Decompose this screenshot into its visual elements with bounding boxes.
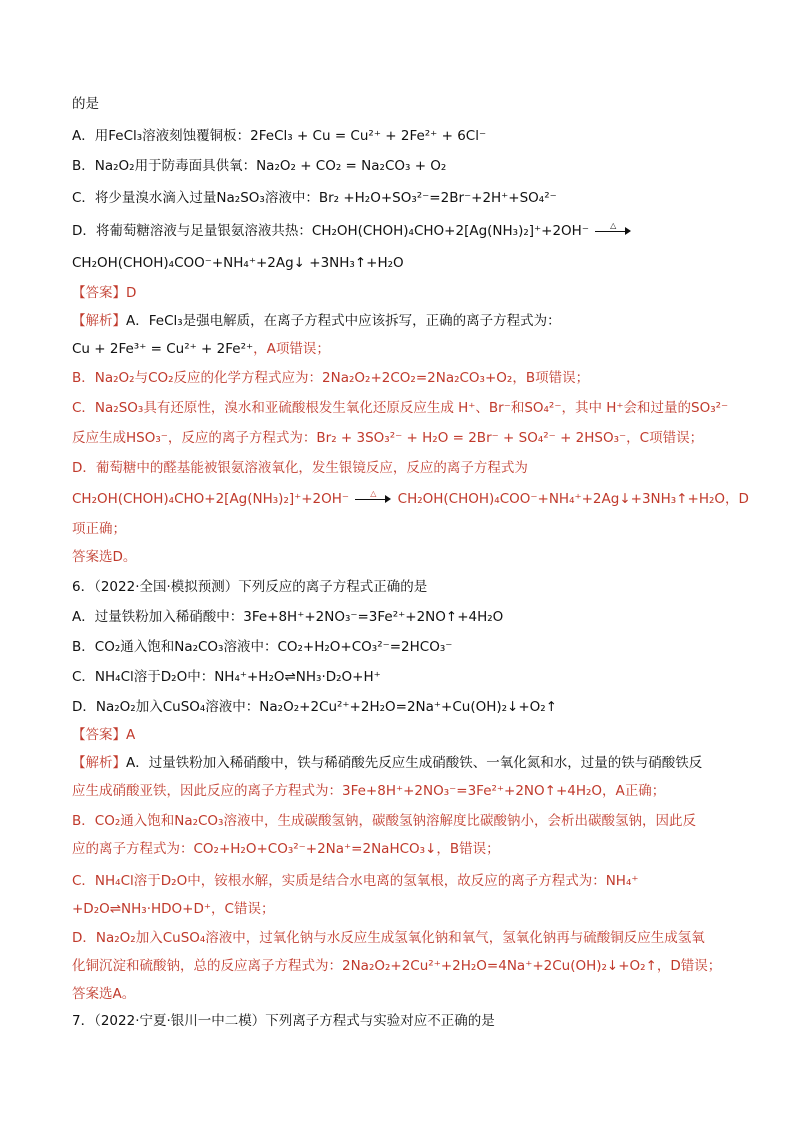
analysis-5-a-eq: Cu + 2Fe³⁺ = Cu²⁺ + 2Fe²⁺，A项错误； xyxy=(72,341,330,357)
reaction-arrow-icon: △ xyxy=(355,494,391,504)
q6-option-b: B．CO₂通入饱和Na₂CO₃溶液中：CO₂+H₂O+CO₃²⁻=2HCO₃⁻ xyxy=(72,639,453,655)
answer-choice-6: 答案选A。 xyxy=(72,986,136,1002)
analysis-6-d: D．Na₂O₂加入CuSO₄溶液中，过氧化钠与水反应生成氢氧化钠和氧气，氢氧化钠再与硫酸铜反应生成氢氧 xyxy=(72,930,705,946)
analysis-6-b-cont: 应的离子方程式为：CO₂+H₂O+CO₃²⁻+2Na⁺=2NaHCO₃↓，B错误； xyxy=(72,841,500,857)
analysis-5-a: 【解析】A．FeCl₃是强电解质，在离子方程式中应该拆写，正确的离子方程式为： xyxy=(72,313,561,329)
answer-choice-5: 答案选D。 xyxy=(72,549,137,565)
analysis-5-d: D．葡萄糖中的醛基能被银氨溶液氧化，发生银镜反应，反应的离子方程式为 xyxy=(72,460,528,476)
analysis-6-c: C．NH₄Cl溶于D₂O中，铵根水解，实质是结合水电离的氢氧根，故反应的离子方程式为：NH₄⁺ xyxy=(72,873,639,889)
analysis-6-b: B．CO₂通入饱和Na₂CO₃溶液中，生成碳酸氢钠，碳酸氢钠溶解度比碳酸钠小，会析出碳酸氢钠，因此反 xyxy=(72,813,696,829)
answer-6: 【答案】A xyxy=(72,727,136,743)
answer-5: 【答案】D xyxy=(72,285,137,301)
option-d xyxy=(72,222,633,240)
analysis-6-a-cont: 应生成硝酸亚铁，因此反应的离子方程式为：3Fe+8H⁺+2NO₃⁻=3Fe²⁺+2NO↑+4H₂O，A正确； xyxy=(72,783,666,799)
option-c: C．将少量溴水滴入过量Na₂SO₃溶液中：Br₂ +H₂O+SO₃²⁻=2Br⁻+2H⁺+SO₄²⁻ xyxy=(72,190,557,206)
question-continuation: 的是 xyxy=(72,96,99,112)
analysis-6-c-cont: +D₂O⇌NH₃·HDO+D⁺，C错误； xyxy=(72,901,275,917)
question-6: 6．（2022·全国·模拟预测）下列反应的离子方程式正确的是 xyxy=(72,579,428,595)
option-d-text: D．将葡萄糖溶液与足量银氨溶液共热：CH₂OH(CHOH)₄CHO+2[Ag(NH₃)₂]⁺+2OH⁻ xyxy=(72,223,589,239)
reaction-arrow-icon: △ xyxy=(595,226,631,236)
analysis-5-d-eq xyxy=(72,490,749,508)
analysis-6-d-cont: 化铜沉淀和硫酸钠，总的反应离子方程式为：2Na₂O₂+2Cu²⁺+2H₂O=4Na⁺+2Cu(OH)₂↓+O₂↑，D错误； xyxy=(72,958,722,974)
analysis-5-c: C．Na₂SO₃具有还原性，溴水和亚硫酸根发生氧化还原反应生成 H⁺、Br⁻和SO₄²⁻，其中 H⁺会和过量的SO₃²⁻ xyxy=(72,400,729,416)
option-a: A．用FeCl₃溶液刻蚀覆铜板：2FeCl₃ + Cu = Cu²⁺ + 2Fe²⁺ + 6Cl⁻ xyxy=(72,128,487,144)
q6-option-d: D．Na₂O₂加入CuSO₄溶液中：Na₂O₂+2Cu²⁺+2H₂O=2Na⁺+Cu(OH)₂↓+O₂↑ xyxy=(72,699,558,715)
option-b: B．Na₂O₂用于防毒面具供氧：Na₂O₂ + CO₂ = Na₂CO₃ + O₂ xyxy=(72,158,447,174)
question-7: 7．（2022·宁夏·银川一中二模）下列离子方程式与实验对应不正确的是 xyxy=(72,1013,495,1029)
analysis-6-a: 【解析】A．过量铁粉加入稀硝酸中，铁与稀硝酸先反应生成硝酸铁、一氧化氮和水，过量的铁与硝酸铁反 xyxy=(72,755,703,771)
analysis-5-b: B．Na₂O₂与CO₂反应的化学方程式应为：2Na₂O₂+2CO₂=2Na₂CO₃+O₂，B项错误； xyxy=(72,370,590,386)
analysis-5-d-eq-right: CH₂OH(CHOH)₄COO⁻+NH₄⁺+2Ag↓+3NH₃↑+H₂O，D xyxy=(397,491,749,507)
option-d-cont: CH₂OH(CHOH)₄COO⁻+NH₄⁺+2Ag↓ +3NH₃↑+H₂O xyxy=(72,255,404,271)
q6-option-c: C．NH₄Cl溶于D₂O中：NH₄⁺+H₂O⇌NH₃·D₂O+H⁺ xyxy=(72,669,381,685)
analysis-5-d-cont: 项正确； xyxy=(72,521,126,537)
analysis-5-c-cont: 反应生成HSO₃⁻，反应的离子方程式为：Br₂ + 3SO₃²⁻ + H₂O = 2Br⁻ + SO₄²⁻ + 2HSO₃⁻，C项错误； xyxy=(72,430,704,446)
q6-option-a: A．过量铁粉加入稀硝酸中：3Fe+8H⁺+2NO₃⁻=3Fe²⁺+2NO↑+4H₂O xyxy=(72,609,504,625)
analysis-5-d-eq-left: CH₂OH(CHOH)₄CHO+2[Ag(NH₃)₂]⁺+2OH⁻ xyxy=(72,491,350,507)
